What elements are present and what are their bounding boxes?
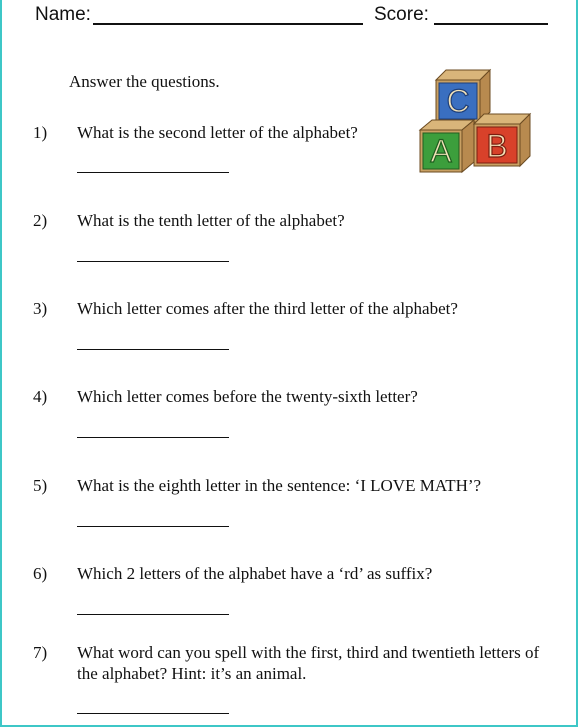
answer-line-3[interactable]: [77, 349, 229, 350]
name-label: Name:: [35, 4, 91, 25]
question-text: Which 2 letters of the alphabet have a ‘rd’ as suffix?: [77, 564, 433, 583]
question-number: 6): [33, 564, 48, 583]
question-text: What is the tenth letter of the alphabet?: [77, 211, 345, 230]
block-top-icon: [436, 70, 490, 122]
svg-text:C: C: [446, 83, 470, 119]
question-number: 4): [33, 387, 48, 406]
svg-text:B: B: [486, 128, 508, 164]
svg-text:A: A: [430, 133, 452, 169]
question-number: 7): [33, 643, 48, 662]
question-text: Which letter comes after the third letter of the alphabet?: [77, 299, 458, 318]
answer-line-5[interactable]: [77, 526, 229, 527]
question-text: What is the second letter of the alphabet?: [77, 123, 358, 142]
worksheet-header: [2, 4, 578, 28]
question-number: 3): [33, 299, 48, 318]
answer-line-2[interactable]: [77, 261, 229, 262]
question-text: Which letter comes before the twenty-sixth letter?: [77, 387, 418, 406]
question-number: 5): [33, 476, 48, 495]
answer-line-6[interactable]: [77, 614, 229, 615]
score-label: Score:: [374, 4, 429, 25]
answer-line-7[interactable]: [77, 713, 229, 714]
instructions-text: Answer the questions.: [69, 72, 220, 91]
score-field-line[interactable]: [434, 23, 548, 25]
answer-line-4[interactable]: [77, 437, 229, 438]
name-field-line[interactable]: [93, 23, 363, 25]
question-number: 1): [33, 123, 48, 142]
question-text: What is the eighth letter in the sentence: ‘I LOVE MATH’?: [77, 476, 482, 495]
question-number: 2): [33, 211, 48, 230]
question-text: What word can you spell with the first, third and twentieth letters of the alphabet? Hint: it’s an animal.: [77, 643, 540, 683]
answer-line-1[interactable]: [77, 172, 229, 173]
abc-blocks-icon: [414, 64, 538, 176]
